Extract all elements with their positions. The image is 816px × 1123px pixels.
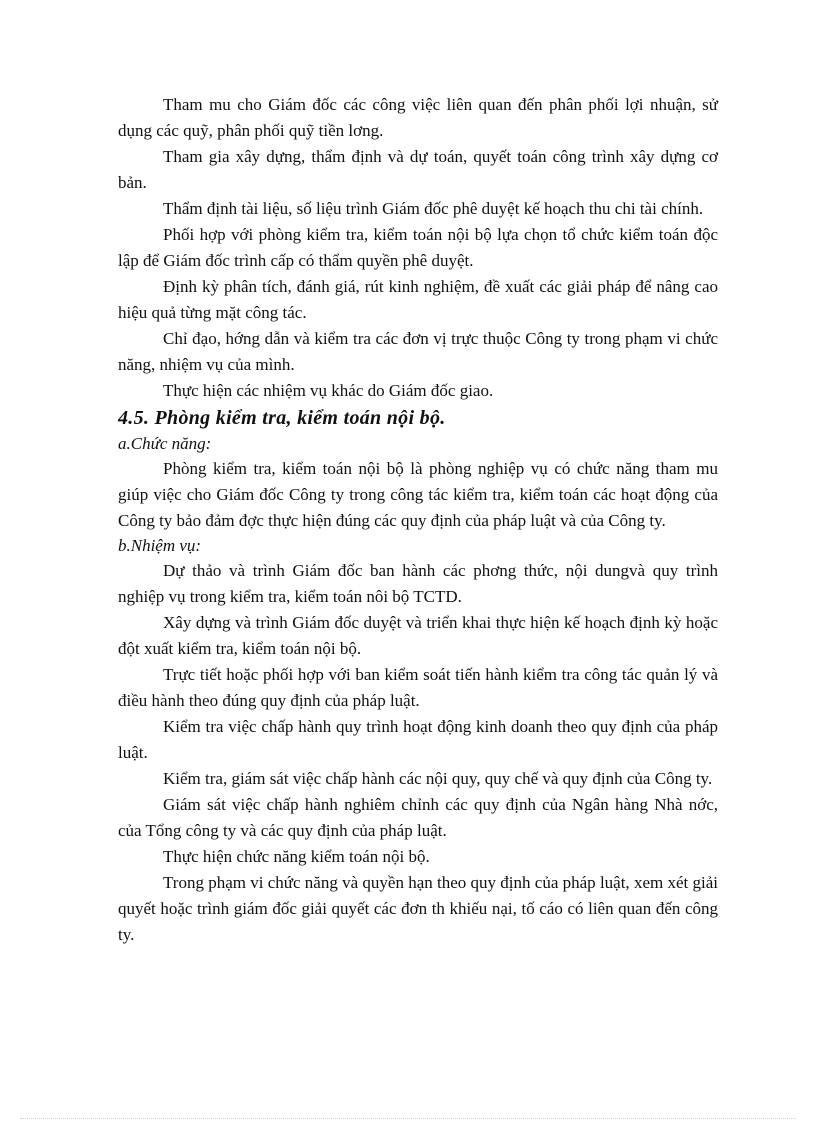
paragraph: Kiểm tra việc chấp hành quy trình hoạt động kinh doanh theo quy định của pháp luật. xyxy=(118,717,718,762)
paragraph: Kiểm tra, giám sát việc chấp hành các nội quy, quy chế và quy định của Công ty. xyxy=(163,769,713,788)
paragraph: Tham mu cho Giám đốc các công việc liên quan đến phân phối lợi nhuận, sử dụng các quỹ, phân phối quỹ tiền lơng. xyxy=(118,95,718,140)
paragraph: Thực hiện chức năng kiểm toán nội bộ. xyxy=(163,847,430,866)
paragraph: Định kỳ phân tích, đánh giá, rút kinh nghiệm, đề xuất các giải pháp để nâng cao hiệu quả từng mặt công tác. xyxy=(118,277,718,322)
paragraph: Thẩm định tài liệu, số liệu trình Giám đốc phê duyệt kế hoạch thu chi tài chính. xyxy=(163,199,704,218)
paragraph: Chỉ đạo, hớng dẫn và kiểm tra các đơn vị trực thuộc Công ty trong phạm vi chức năng, nhiệm vụ của mình. xyxy=(118,329,718,374)
paragraph: Trực tiết hoặc phối hợp với ban kiểm soát tiến hành kiểm tra công tác quản lý và điều hành theo đúng quy định của pháp luật. xyxy=(118,665,718,710)
paragraph: Tham gia xây dựng, thẩm định và dự toán, quyết toán công trình xây dựng cơ bản. xyxy=(118,147,718,192)
function-subheading: a.Chức năng: xyxy=(118,434,212,453)
paragraph: Phòng kiểm tra, kiểm toán nội bộ là phòng nghiệp vụ có chức năng tham mu giúp việc cho Giám đốc Công ty trong công tác kiểm tra, kiểm toán các hoạt động của Công ty bảo đảm đợc thực hiện đúng các quy định của pháp luật và của Công ty. xyxy=(118,459,718,530)
paragraph: Dự thảo và trình Giám đốc ban hành các phơng thức, nội dungvà quy trình nghiệp vụ trong kiểm tra, kiểm toán nôi bộ TCTD. xyxy=(118,561,718,606)
paragraph: Trong phạm vi chức năng và quyền hạn theo quy định của pháp luật, xem xét giải quyết hoặc trình giám đốc giải quyết các đơn th khiếu nại, tố cáo có liên quan đến công ty. xyxy=(118,873,718,944)
page-bottom-rule xyxy=(20,1118,796,1119)
paragraph: Thực hiện các nhiệm vụ khác do Giám đốc giao. xyxy=(163,381,494,400)
document-page xyxy=(118,92,718,948)
duty-subheading: b.Nhiệm vụ: xyxy=(118,536,202,555)
paragraph: Phối hợp với phòng kiểm tra, kiểm toán nội bộ lựa chọn tổ chức kiểm toán độc lập để Giám đốc trình cấp có thẩm quyền phê duyệt. xyxy=(118,225,718,270)
paragraph: Xây dựng và trình Giám đốc duyệt và triển khai thực hiện kế hoạch định kỳ hoặc đột xuất kiểm tra, kiểm toán nội bộ. xyxy=(118,613,718,658)
section-heading: 4.5. Phòng kiểm tra, kiểm toán nội bộ. xyxy=(118,407,446,429)
paragraph: Giám sát việc chấp hành nghiêm chỉnh các quy định của Ngân hàng Nhà nớc, của Tổng công ty và các quy định của pháp luật. xyxy=(118,795,718,840)
